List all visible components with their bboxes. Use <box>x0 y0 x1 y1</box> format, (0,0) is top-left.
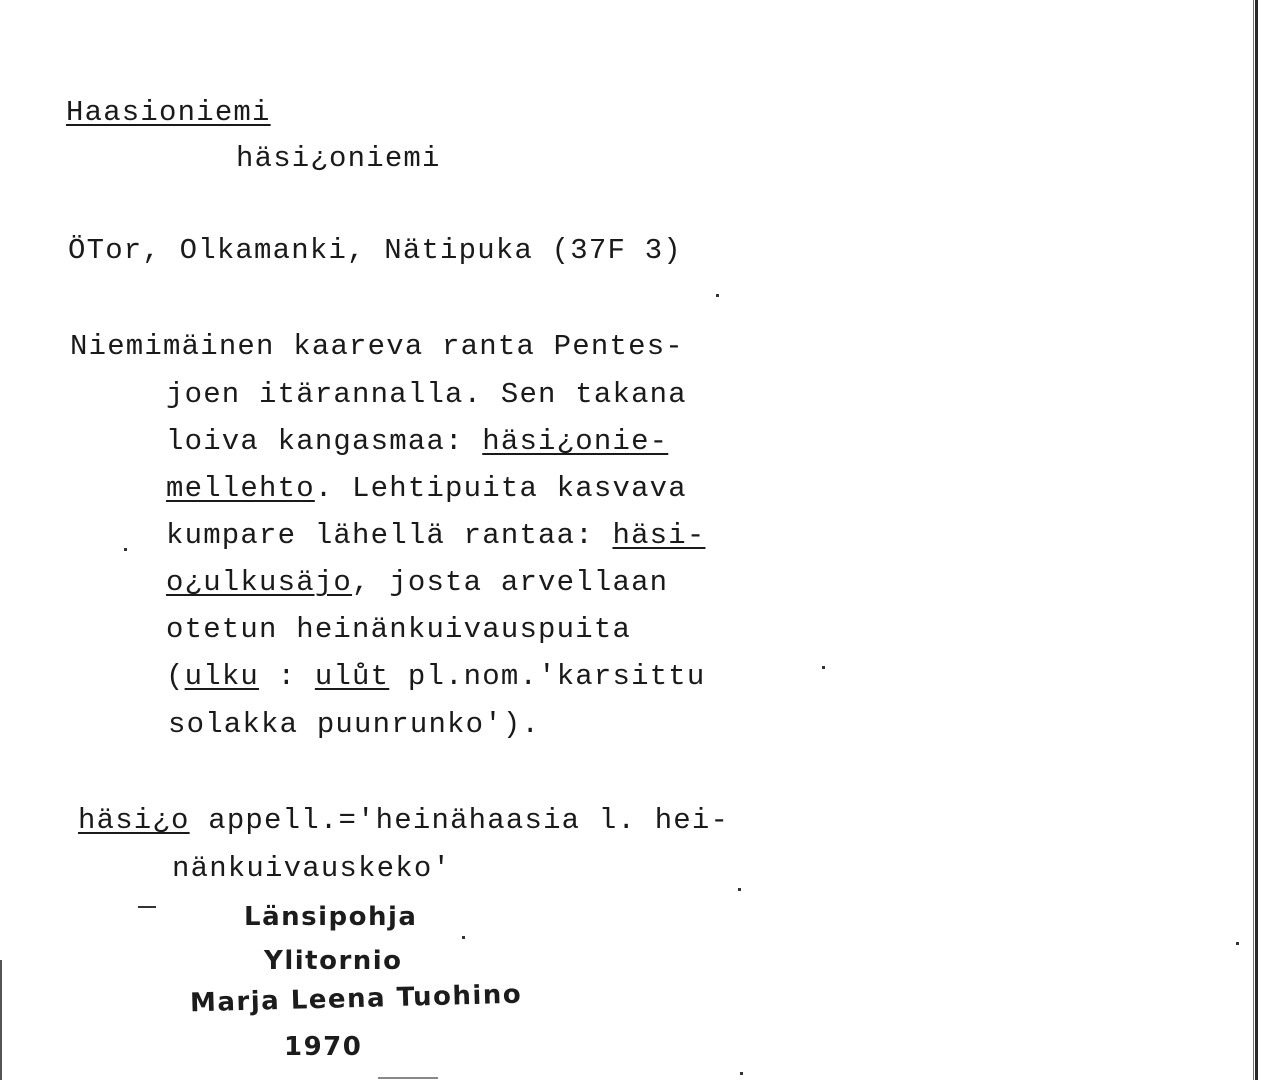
stamp-collector: Marja Leena Tuohino <box>189 979 523 1019</box>
text-segment: : <box>259 660 315 693</box>
card-edge-right <box>1255 0 1258 1080</box>
text-segment: kumpare lähellä rantaa: <box>166 519 613 552</box>
description-line-1: Niemimäinen kaareva ranta Pentes- <box>70 330 684 363</box>
stamp-year: 1970 <box>284 1032 363 1062</box>
appellative-line-2: nänkuivauskeko' <box>172 852 452 885</box>
scan-speck <box>378 1077 438 1079</box>
place-name-underlined: mellehto <box>166 472 315 505</box>
description-line-3 <box>166 425 668 459</box>
description-line-5 <box>166 519 705 553</box>
location-line: ÖTor, Olkamanki, Nätipuka (37F 3) <box>68 234 682 267</box>
text-segment: . Lehtipuita kasvava <box>314 472 687 505</box>
description-line-7: otetun heinänkuivauspuita <box>166 613 632 646</box>
scan-speck <box>1236 942 1239 945</box>
text-segment: pl.nom.'karsittu <box>389 660 706 693</box>
place-name-underlined: o¿ulkusäjo <box>166 566 353 599</box>
place-name-underlined: häsi¿onie- <box>482 425 669 458</box>
stamp-parish: Ylitornio <box>264 946 403 976</box>
text-segment: appell.='heinähaasia l. hei- <box>189 804 730 837</box>
description-line-2: joen itärannalla. Sen takana <box>166 378 687 411</box>
headword: Haasioniemi <box>66 96 271 129</box>
scan-speck <box>822 666 825 669</box>
appellative-term: häsi¿o <box>78 804 190 837</box>
scan-speck <box>462 936 465 939</box>
word-underlined: ulku <box>184 660 260 693</box>
scan-speck <box>716 294 719 297</box>
text-segment: loiva kangasmaa: <box>166 425 483 458</box>
scan-speck <box>740 1072 743 1075</box>
word-underlined: ulůt <box>314 660 390 693</box>
appellative-line-1 <box>78 804 729 838</box>
scan-speck <box>738 888 741 891</box>
card-edge-left <box>0 960 2 1080</box>
phonetic-form: häsi¿oniemi <box>236 142 441 175</box>
description-line-9: solakka puunrunko'). <box>168 708 541 741</box>
scan-speck <box>138 906 156 908</box>
stamp-region: Länsipohja <box>244 902 418 932</box>
place-name-underlined: häsi- <box>612 519 706 552</box>
card-edge-right-inner <box>1253 0 1254 1080</box>
description-line-6 <box>166 566 668 600</box>
text-segment: , josta arvellaan <box>352 566 669 599</box>
text-segment: ( <box>166 660 185 693</box>
description-line-8 <box>166 660 706 694</box>
scan-speck <box>124 548 127 551</box>
description-line-4 <box>166 472 687 506</box>
